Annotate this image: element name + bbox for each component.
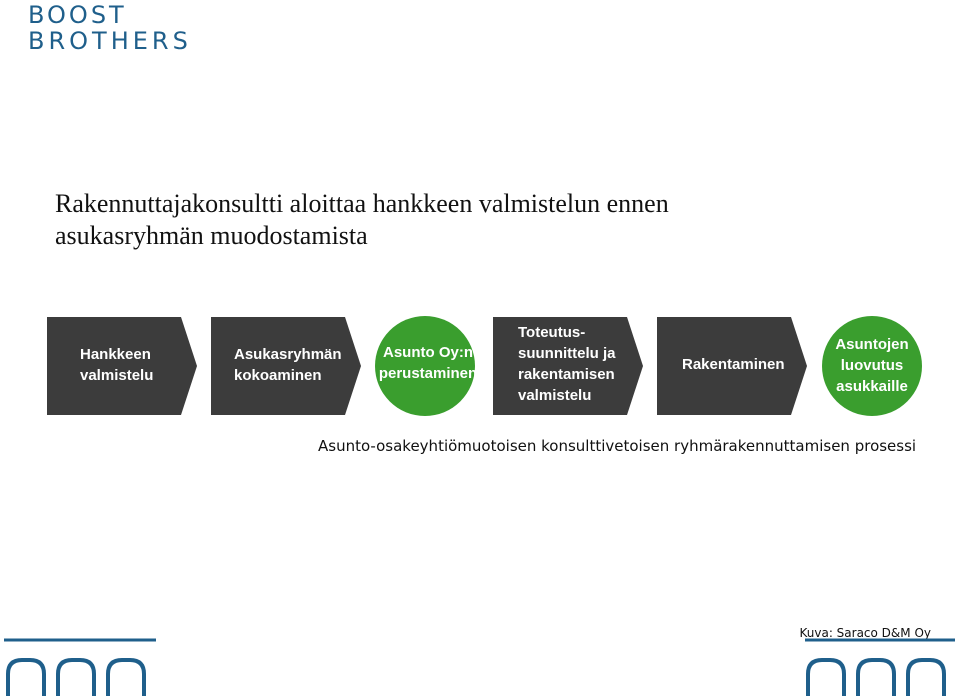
footer-arch-2 xyxy=(858,660,894,696)
slide-title-line-2: asukasryhmän muodostamista xyxy=(55,221,368,250)
footer-arch-1 xyxy=(8,660,44,696)
step-2-label xyxy=(234,344,342,386)
footer-arch-1 xyxy=(808,660,844,696)
image-credit: Kuva: Saraco D&M Oy xyxy=(799,626,931,640)
step-4-line-3: rakentamisen xyxy=(518,366,615,383)
logo-line-1: BOOST xyxy=(28,1,127,29)
step-6-line-3: asukkaille xyxy=(836,378,908,395)
diagram-caption: Asunto-osakeyhtiömuotoisen konsulttivetoisen ryhmärakennuttamisen prosessi xyxy=(318,437,917,455)
step-4-label xyxy=(518,322,616,406)
boost-brothers-logo xyxy=(28,2,192,54)
step-1-line-2: valmistelu xyxy=(80,367,154,384)
step-5-label xyxy=(682,354,785,375)
process-flow-diagram xyxy=(0,300,959,430)
step-5-line-1: Rakentaminen xyxy=(682,356,785,373)
step-2-line-1: Asukasryhmän xyxy=(234,346,342,363)
footer-arch-3 xyxy=(108,660,144,696)
step-4-line-1: Toteutus- xyxy=(518,324,586,341)
step-1-label xyxy=(80,344,153,386)
decorative-footer-shapes xyxy=(0,630,959,696)
step-6-line-2: luovutus xyxy=(840,357,904,374)
step-1-line-1: Hankkeen xyxy=(80,346,151,363)
step-3-line-1: Asunto Oy:n xyxy=(383,344,473,361)
step-3-label xyxy=(378,342,478,384)
step-4-line-4: valmistelu xyxy=(518,387,592,404)
slide-title-line-1: Rakennuttajakonsultti aloittaa hankkeen valmistelun ennen xyxy=(55,189,669,218)
footer-arch-3 xyxy=(908,660,944,696)
step-3-line-2: perustaminen xyxy=(378,365,478,382)
step-4-line-2: suunnittelu ja xyxy=(518,345,616,362)
step-6-line-1: Asuntojen xyxy=(835,336,909,353)
footer-decoration-right xyxy=(805,640,955,696)
logo-line-2: BROTHERS xyxy=(28,27,192,55)
step-6-label xyxy=(822,334,922,397)
footer-arch-2 xyxy=(58,660,94,696)
footer-decoration-left xyxy=(4,640,156,696)
step-2-line-2: kokoaminen xyxy=(234,367,322,384)
slide-title xyxy=(55,188,669,252)
